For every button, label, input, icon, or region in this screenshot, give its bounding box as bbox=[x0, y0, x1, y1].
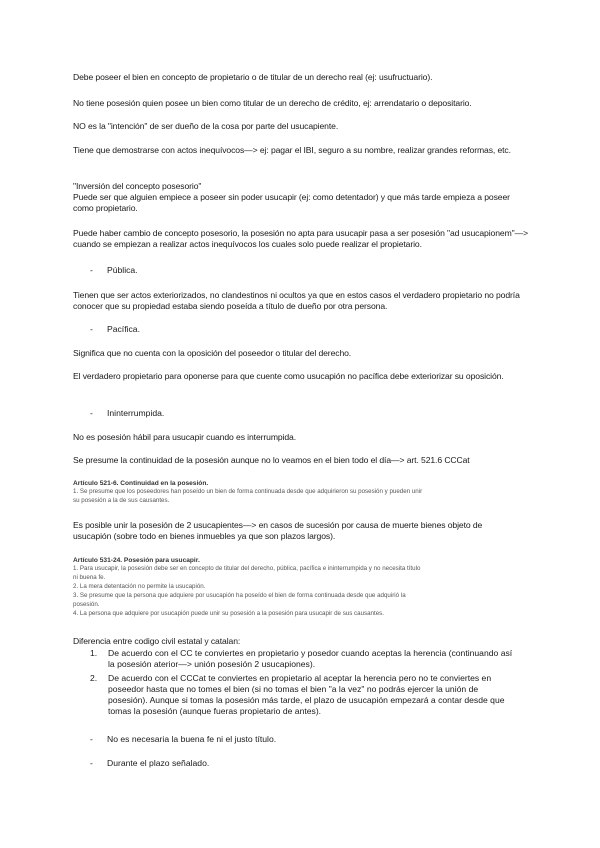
paragraph-intencion: NO es la "intención" de ser dueño de la cosa por parte del usucapiente. bbox=[73, 121, 339, 131]
paragraph-derecho-credito: No tiene posesión quien posee un bien como titular de un derecho de crédito, ej: arrendatario o depositario. bbox=[73, 98, 472, 108]
article-521-line: 1. Se presume que los poseedores han poseído un bien de forma continuada desde que adquirieron su posesión y pueden unir bbox=[73, 488, 423, 495]
paragraph-continuidad: Se presume la continuidad de la posesión aunque no lo veamos en el bien todo el día—> art. 521.6 CCCat bbox=[73, 455, 470, 465]
paragraph-cambio-concepto: Puede haber cambio de concepto posesorio, la posesión no apta para usucapir pasa a ser posesión "ad usucapionem"—> cuando se empiezan a realizar actos inequívocos los cuales solo puede realizar el propietario. bbox=[73, 228, 529, 249]
article-521-line: su posesión a la de sus causantes. bbox=[73, 497, 170, 504]
numbered-item-1: 1. De acuerdo con el CC te conviertes en propietario y posedor cuando aceptas la herencia (continuando así la posesión aterior—> unión posesión 2 usucapiones). bbox=[90, 648, 513, 669]
paragraph-interrumpida: No es posesión hábil para usucapir cuando es interrumpida. bbox=[73, 432, 297, 442]
paragraph-inversion-body: Puede ser que alguien empiece a poseer sin poder usucapir (ej: como detentador) y que más tarde empieza a poseer como propietario. bbox=[73, 192, 510, 213]
paragraph-inversion-title: "Inversión del concepto posesorio" bbox=[73, 181, 202, 191]
bullet-plazo: - Durante el plazo señalado. bbox=[90, 758, 210, 768]
article-531-line: 1. Para usucapir, la posesión debe ser en concepto de titular del derecho, pública, pacífica e ininterrumpida y no necesita título bbox=[73, 565, 421, 572]
article-531-line: 4. La persona que adquiere por usucapión puede unir su posesión a la posesión para usucapir de sus causantes. bbox=[73, 610, 384, 617]
article-521-title: Artículo 521-6. Continuidad en la posesión. bbox=[73, 480, 209, 487]
paragraph-concepto-propietario: Debe poseer el bien en concepto de propietario o de titular de un derecho real (ej: usufructuario). bbox=[73, 72, 433, 82]
numbered-item-2: 2. De acuerdo con el CCCat te conviertes en propietario al aceptar la herencia pero no te conviertes en poseedor hasta que no tomes el bien (si no tomas el bien "a la vez" no podrás ejercer la unión de posesión). Aunque si tomas la posesión más tarde, el plazo de usucapión empezará a contar desde que tomas la posesión (aunque fueras propietario de antes). bbox=[90, 673, 505, 716]
bullet-pacifica: - Pacífica. bbox=[90, 324, 140, 334]
paragraph-pacifica-desc: Significa que no cuenta con la oposición del poseedor o titular del derecho. bbox=[73, 348, 352, 358]
article-531-line: 3. Se presume que la persona que adquiere por usucapión ha poseído el bien de forma continuada desde que adquirió la bbox=[73, 592, 406, 599]
bullet-buena-fe: - No es necesaria la buena fe ni el justo título. bbox=[90, 734, 277, 744]
article-531-line: posesión. bbox=[73, 601, 100, 608]
paragraph-diferencia: Diferencia entre codigo civil estatal y catalan: bbox=[73, 636, 241, 646]
bullet-ininterrumpida: - Ininterrumpida. bbox=[90, 408, 165, 418]
bullet-publica: - Pública. bbox=[90, 265, 138, 275]
article-531-line: 2. La mera detentación no permite la usucapión. bbox=[73, 583, 206, 590]
paragraph-actos-inequivocos: Tiene que demostrarse con actos inequívocos—> ej: pagar el IBI, seguro a su nombre, realizar grandes reformas, etc. bbox=[73, 145, 511, 155]
article-531-title: Artículo 531-24. Posesión para usucapir. bbox=[73, 557, 200, 564]
paragraph-publica-desc: Tienen que ser actos exteriorizados, no clandestinos ni ocultos ya que en estos casos el verdadero propietario no podría conocer que su propiedad estaba siendo poseída a título de dueño por otra persona. bbox=[73, 290, 520, 311]
paragraph-unir-posesion: Es posible unir la posesión de 2 usucapientes—> en casos de sucesión por causa de muerte bienes objeto de usucapión (sobre todo en bienes inmuebles ya que son plazos largos). bbox=[73, 520, 483, 541]
paragraph-oposicion: El verdadero propietario para oponerse para que cuente como usucapión no pacífica debe exteriorizar su oposición. bbox=[73, 371, 504, 381]
article-531-line: ni buena fe. bbox=[73, 574, 106, 581]
